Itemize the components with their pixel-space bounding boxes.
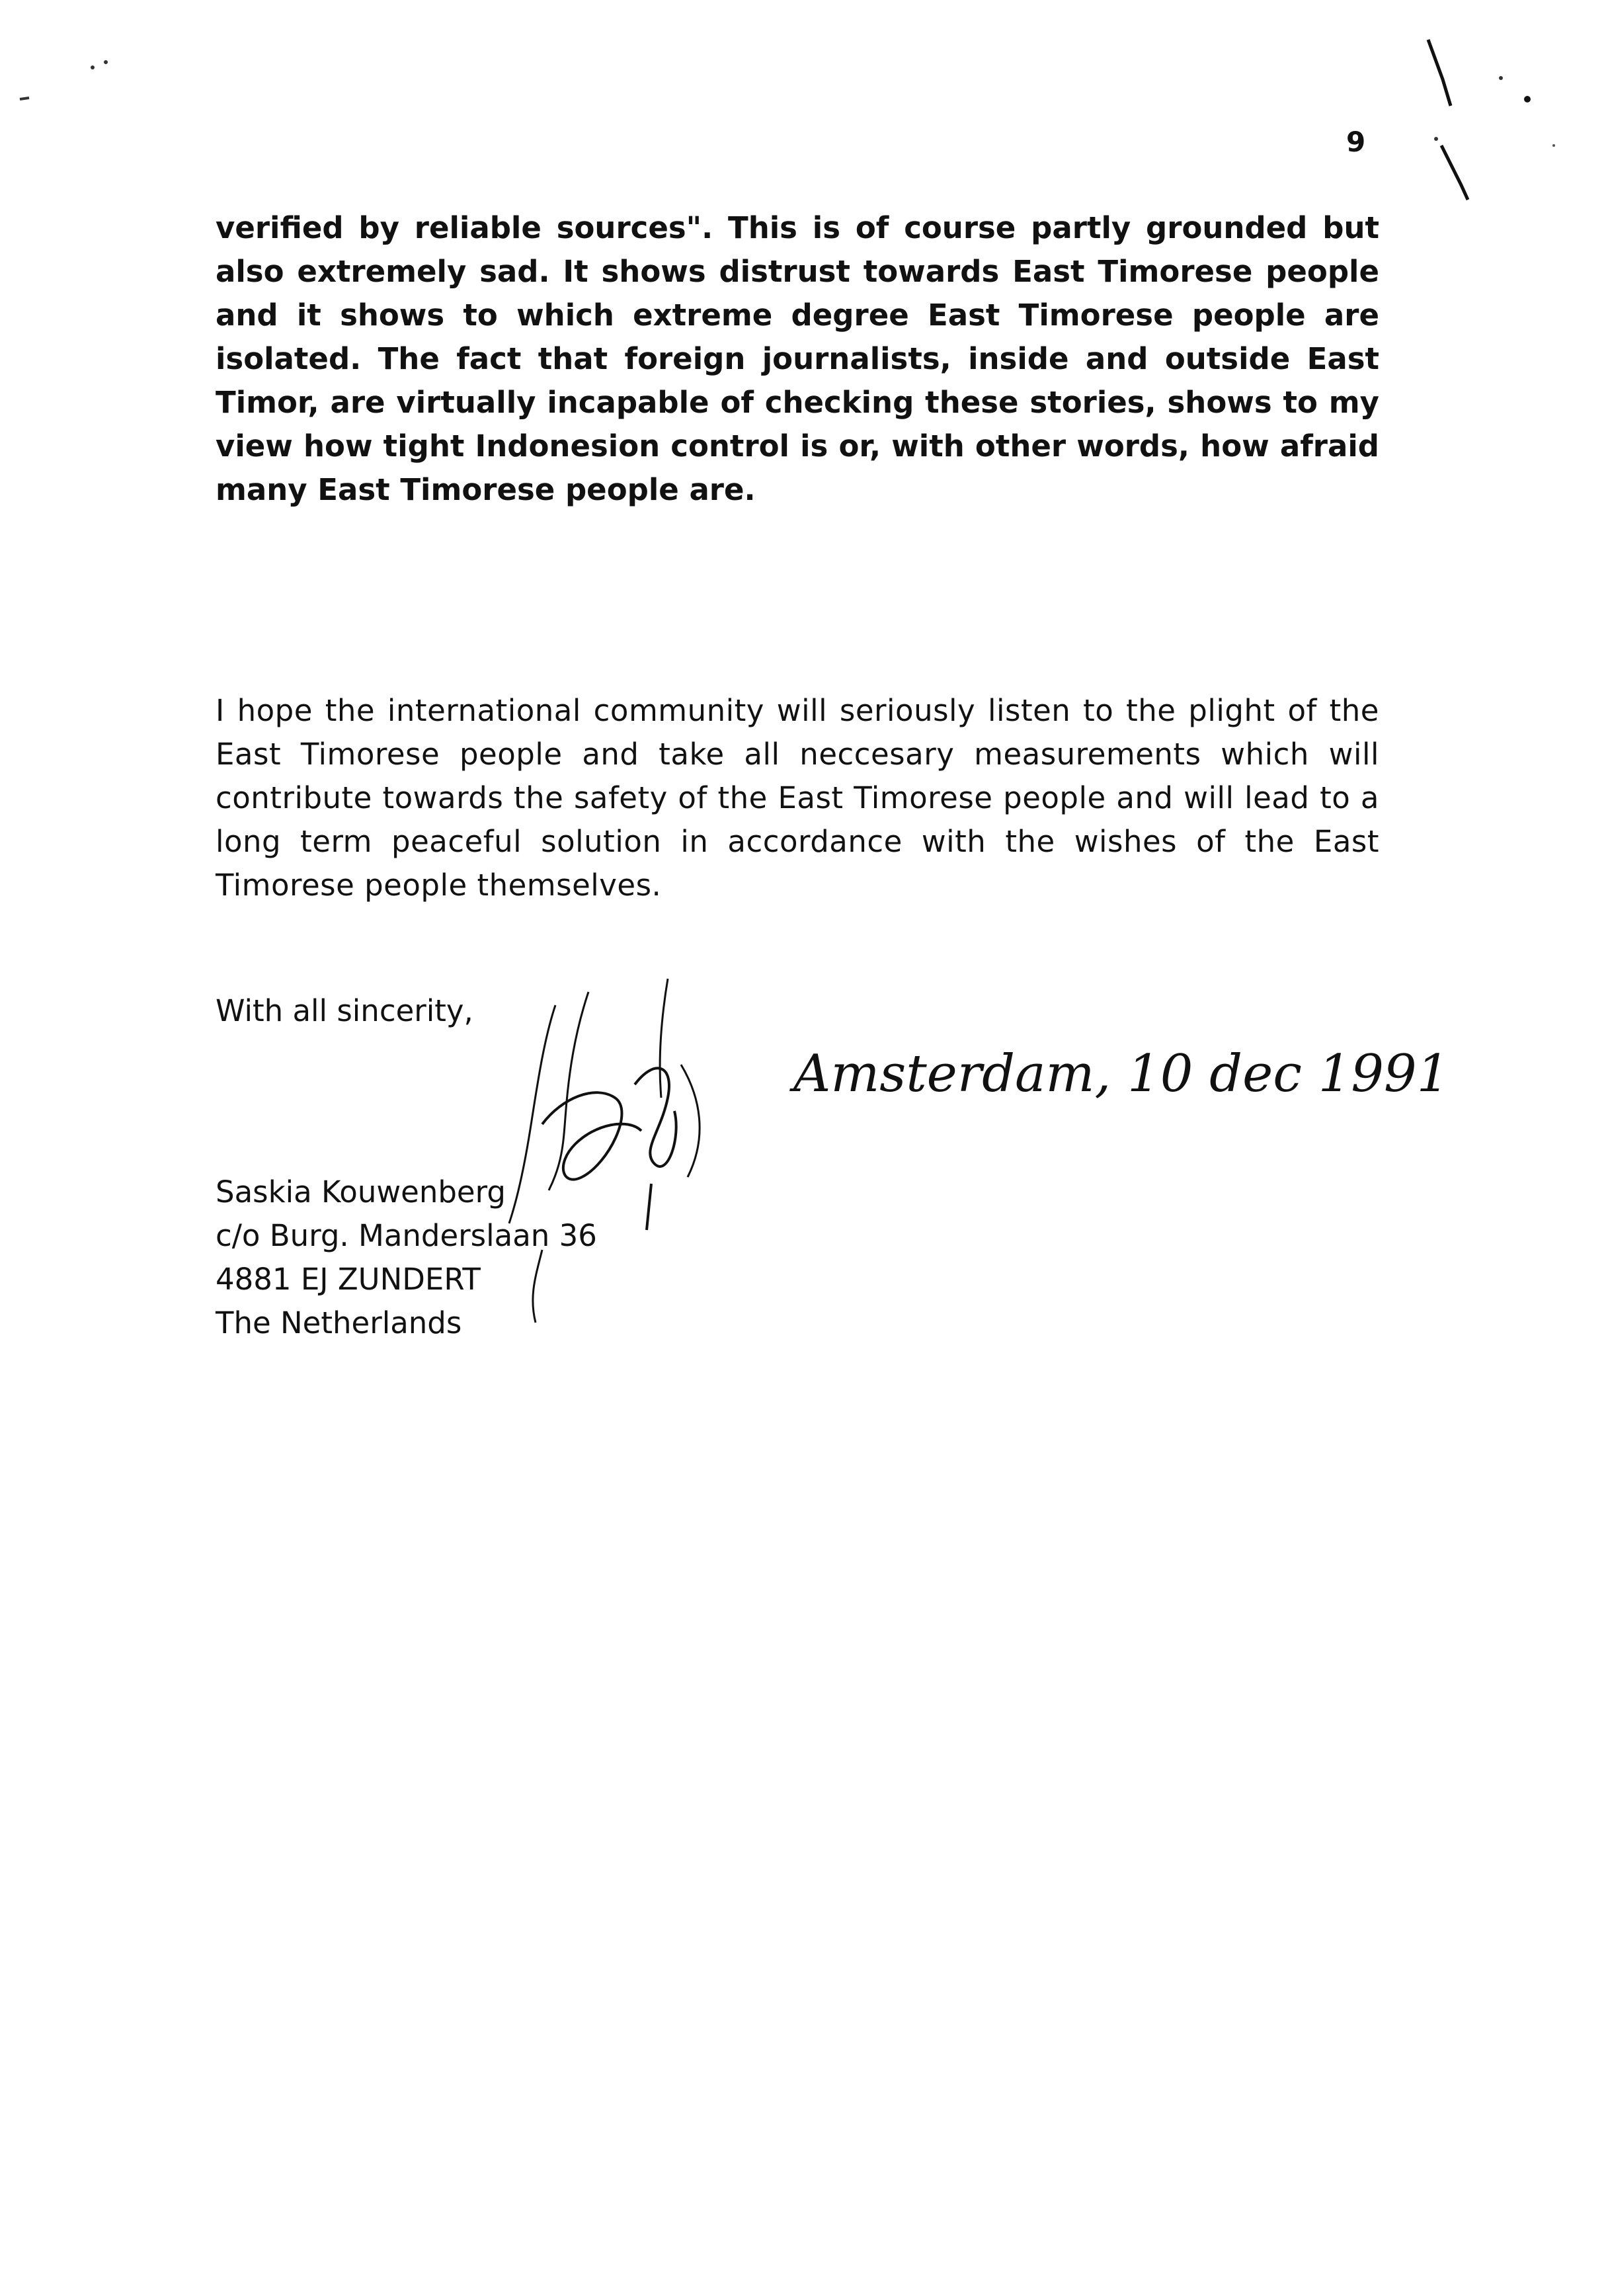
sender-address-line-1: c/o Burg. Manderslaan 36	[216, 1218, 597, 1253]
sender-name: Saskia Kouwenberg	[216, 1174, 506, 1210]
body-paragraph-1: verified by reliable sources". This is of course partly grounded but also extremely sad. It shows distrust towards East Timorese people and it shows to which extreme degree East Timorese people are isolated. The fact that foreign journalists, inside and outside East Timor, are virtually incapable of checking these stories, shows to my view how tight Indonesion control is or, with other words, how afraid many East Timorese people are.	[216, 210, 1379, 507]
sender-country: The Netherlands	[216, 1305, 462, 1340]
place-date-text: Amsterdam, 10 dec 1991	[793, 1044, 1450, 1104]
sender-address-block	[216, 1170, 597, 1345]
sender-address-line-2: 4881 EJ ZUNDERT	[216, 1262, 481, 1297]
scan-speck-marks	[0, 40, 132, 119]
page-number: 9	[1346, 126, 1366, 158]
scan-artifact-marks	[1402, 26, 1574, 225]
handwritten-place-date	[787, 1018, 1450, 1124]
closing-salutation: With all sincerity,	[216, 993, 473, 1028]
body-paragraph-2: I hope the international community will seriously listen to the plight of the East Timorese people and take all neccesary measurements which will contribute towards the safety of the East Timorese people and will lead to a long term peaceful solution in accordance with the wishes of the East Timorese people themselves.	[216, 693, 1379, 903]
